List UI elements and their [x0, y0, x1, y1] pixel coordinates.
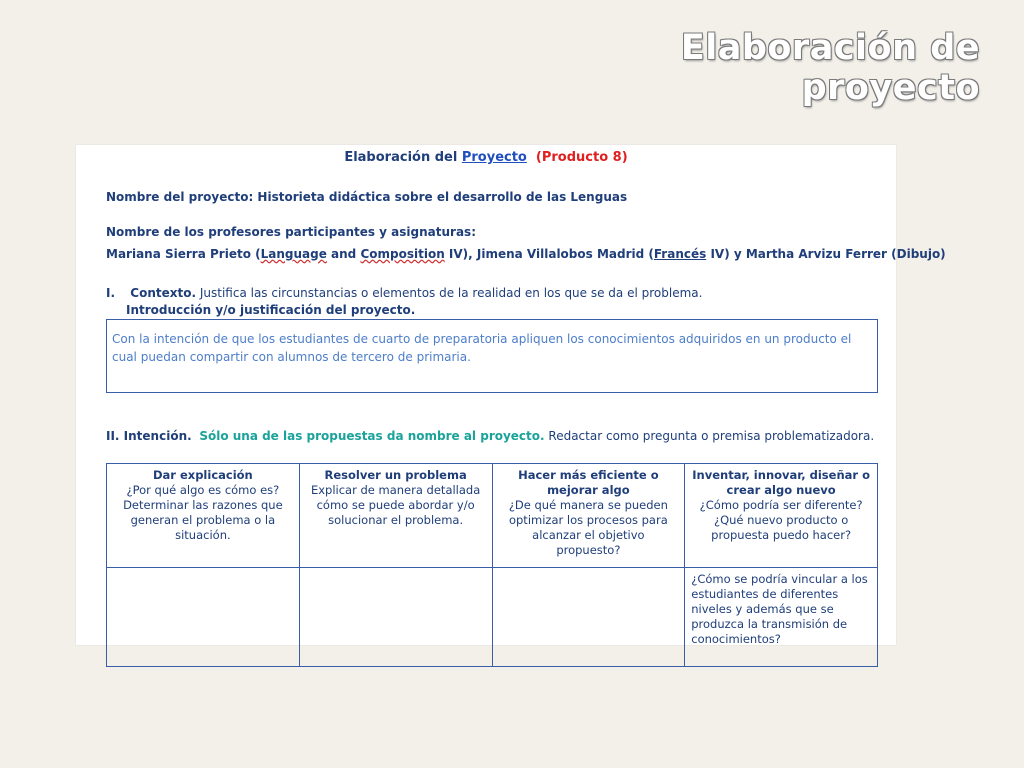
teachers-label: Nombre de los profesores participantes y asignaturas:: [106, 225, 477, 239]
header-text: Explicar de manera detallada cómo se puede abordar y/o solucionar el problema.: [310, 483, 481, 527]
teachers-text-4: IV) y Martha Arvizu Ferrer (Dibujo): [706, 247, 946, 261]
document-heading: [76, 150, 896, 165]
table-header-cell: [685, 464, 878, 568]
table-answer-row: [107, 568, 878, 667]
section1-description: Justifica las circunstancias o elementos de la realidad en los que se da el problema.: [196, 286, 703, 300]
header-text: ¿Cómo podría ser diferente? ¿Qué nuevo producto o propuesta puedo hacer?: [699, 498, 863, 542]
table-header-row: [107, 464, 878, 568]
subject-composition: Composition: [360, 247, 445, 261]
teachers-line: [106, 247, 946, 261]
table-header-cell: [492, 464, 685, 568]
table-header-cell: [107, 464, 300, 568]
justification-text: Con la intención de que los estudiantes de cuarto de preparatoria apliquen los conocimientos adquiridos en un producto el cual puedan compartir con alumnos de tercero de primaria.: [112, 332, 852, 364]
section1-number: I.: [106, 286, 116, 300]
header-text: ¿Por qué algo es cómo es? Determinar las razones que generan el problema o la situación.: [123, 483, 283, 542]
section2-description: Redactar como pregunta o premisa problematizadora.: [544, 429, 875, 443]
teachers-text-2: and: [326, 247, 361, 261]
justification-box: [106, 319, 878, 393]
table-header-cell: [299, 464, 492, 568]
heading-product: (Producto 8): [535, 150, 628, 165]
project-name: Nombre del proyecto: Historieta didáctica sobre el desarrollo de las Lenguas: [106, 190, 628, 204]
teachers-text-3: IV), Jimena Villalobos Madrid (: [444, 247, 654, 261]
section1-title: Contexto.: [130, 286, 197, 300]
table-answer-cell: [299, 568, 492, 667]
section2-title: II. Intención.: [106, 429, 192, 443]
header-title: Hacer más eficiente o mejorar algo: [518, 468, 659, 497]
section2-heading: [106, 429, 874, 443]
header-title: Resolver un problema: [324, 468, 467, 482]
section1-subtitle: Introducción y/o justificación del proyecto.: [126, 303, 416, 317]
slide-title: Elaboración de proyecto: [680, 28, 980, 108]
table-answer-cell: [492, 568, 685, 667]
section2-highlight: Sólo una de las propuestas da nombre al proyecto.: [199, 429, 545, 443]
heading-project-word: Proyecto: [461, 150, 527, 165]
project-document: [76, 145, 946, 646]
header-title: Dar explicación: [153, 468, 253, 482]
teachers-text-1: Mariana Sierra Prieto (: [106, 247, 261, 261]
header-text: ¿De qué manera se pueden optimizar los procesos para alcanzar el objetivo propuesto?: [508, 498, 668, 557]
subject-frances: Francés: [653, 247, 707, 261]
table-answer-cell: ¿Cómo se podría vincular a los estudiantes de diferentes niveles y además que se produzca la transmisión de conocimientos?: [685, 568, 878, 667]
heading-prefix: Elaboración del: [344, 150, 462, 165]
table-answer-cell: [107, 568, 300, 667]
intention-table: [106, 463, 878, 667]
subject-language: Language: [260, 247, 327, 261]
section1-heading: [106, 286, 702, 300]
header-title: Inventar, innovar, diseñar o crear algo nuevo: [692, 468, 870, 497]
